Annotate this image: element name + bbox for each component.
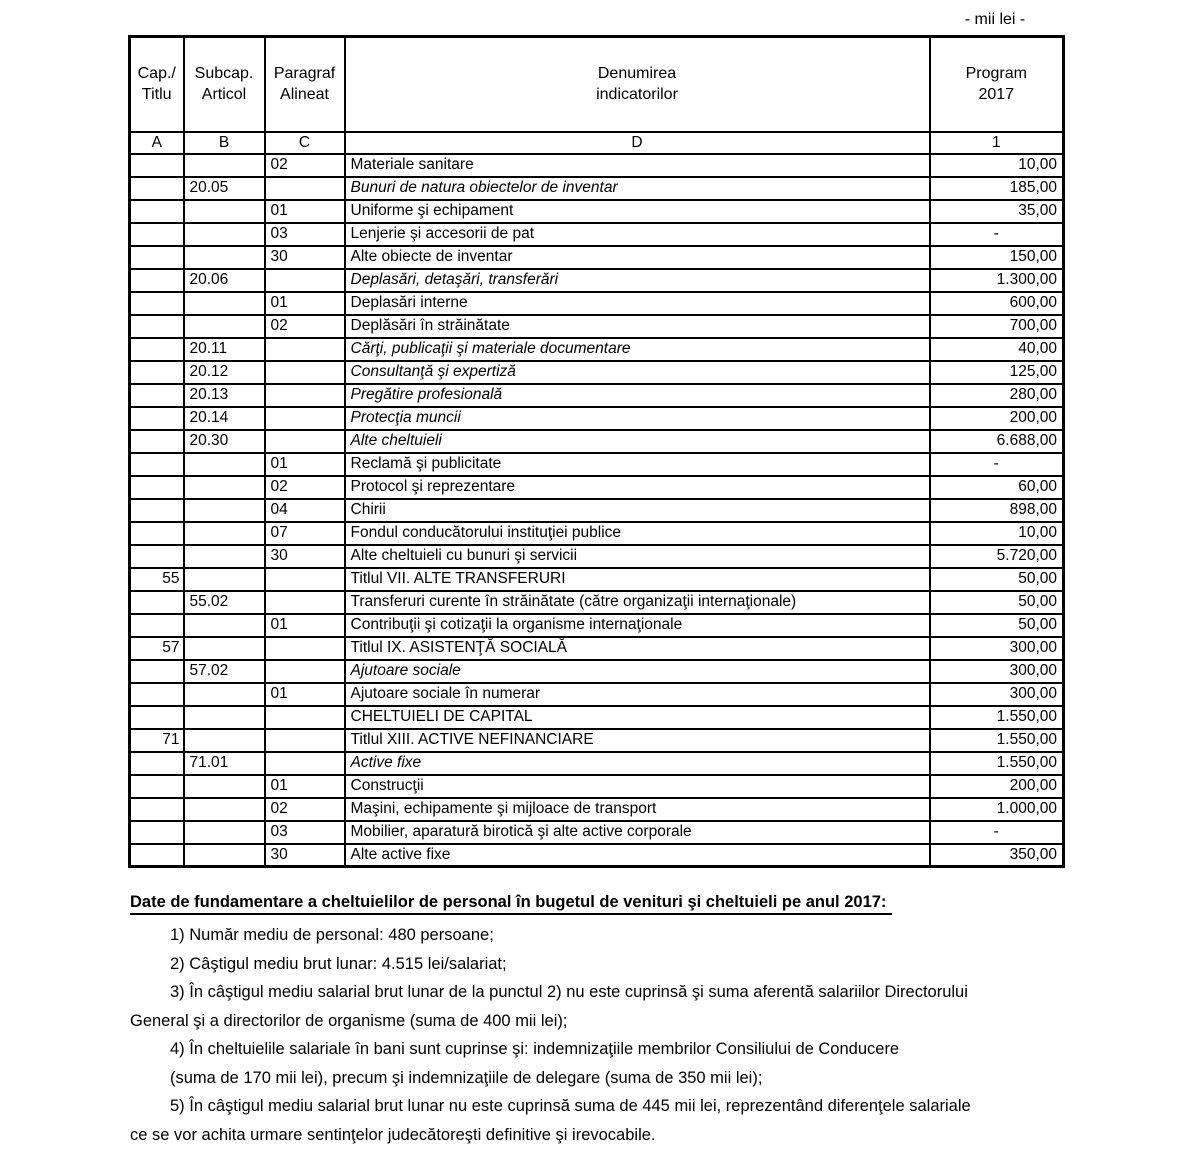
table-row [130, 338, 1064, 361]
table-cell: 02 [265, 315, 345, 338]
footnote-line: 3) În câştigul mediu salarial brut lunar de la punctul 2) nu este cuprinsă şi suma aferentă salariilor Directorului [170, 983, 968, 1001]
table-cell [130, 200, 184, 223]
table-cell: Ajutoare sociale [345, 660, 930, 683]
table-cell [184, 798, 265, 821]
footnote-line: (suma de 170 mii lei), precum şi indemnizaţiile de delegare (suma de 350 mii lei); [170, 1068, 763, 1087]
table-cell [184, 292, 265, 315]
table-cell: 01 [265, 775, 345, 798]
table-cell: 10,00 [930, 154, 1064, 177]
table-cell: Mobilier, aparatură birotică şi alte active corporale [345, 821, 930, 844]
table-cell [184, 200, 265, 223]
table-cell: 01 [265, 200, 345, 223]
table-cell [184, 315, 265, 338]
table-header [130, 37, 1064, 154]
table-cell [184, 545, 265, 568]
table-cell: Fondul conducătorului instituţiei publice [345, 522, 930, 545]
table-cell: 5.720,00 [930, 545, 1064, 568]
table-row [130, 821, 1064, 844]
table-row [130, 545, 1064, 568]
table-cell [130, 453, 184, 476]
footnote-line: 1) Număr mediu de personal: 480 persoane; [170, 926, 494, 944]
table-cell [184, 246, 265, 269]
table-cell: 20.12 [184, 361, 265, 384]
header-line: Program [965, 65, 1027, 83]
table-cell: Protocol şi reprezentare [345, 476, 930, 499]
table-cell [130, 614, 184, 637]
table-cell [184, 844, 265, 867]
table-cell: 125,00 [930, 361, 1064, 384]
table-cell [130, 292, 184, 315]
table-cell: Consultanţă şi expertiză [345, 361, 930, 384]
table-cell [265, 338, 345, 361]
table-cell: 1.550,00 [930, 706, 1064, 729]
header-line: indicatorilor [596, 86, 678, 104]
header-line: Denumirea [597, 65, 677, 83]
table-cell: 02 [265, 476, 345, 499]
header-subcap-articol [184, 37, 265, 132]
table-row [130, 292, 1064, 315]
table-cell: 20.30 [184, 430, 265, 453]
table-cell: 57.02 [184, 660, 265, 683]
table-cell [184, 568, 265, 591]
table-cell: 20.11 [184, 338, 265, 361]
table-cell: Ajutoare sociale în numerar [345, 683, 930, 706]
table-cell [265, 177, 345, 200]
table-cell: CHELTUIELI DE CAPITAL [345, 706, 930, 729]
footnote-line: 4) În cheltuielile salariale în bani sunt cuprinse şi: indemnizaţiile membrilor Consiliului de Conducere [170, 1040, 900, 1058]
table-cell [265, 591, 345, 614]
budget-table-body [130, 154, 1064, 867]
table-row [130, 752, 1064, 775]
table-row [130, 269, 1064, 292]
header-line: Paragraf [273, 65, 336, 83]
table-cell: 700,00 [930, 315, 1064, 338]
table-cell [130, 476, 184, 499]
table-cell: 20.14 [184, 407, 265, 430]
table-cell: Maşini, echipamente şi mijloace de transport [345, 798, 930, 821]
table-row [130, 522, 1064, 545]
table-cell: 50,00 [930, 591, 1064, 614]
table-cell: Alte cheltuieli [345, 430, 930, 453]
table-cell: 50,00 [930, 568, 1064, 591]
table-row [130, 476, 1064, 499]
table-cell: Reclamă şi publicitate [345, 453, 930, 476]
table-cell: 07 [265, 522, 345, 545]
table-cell [130, 246, 184, 269]
table-cell: 150,00 [930, 246, 1064, 269]
footnotes-lines [130, 921, 1176, 1149]
table-cell [184, 499, 265, 522]
table-cell [265, 660, 345, 683]
table-row [130, 315, 1064, 338]
table-cell: 01 [265, 292, 345, 315]
table-cell [265, 637, 345, 660]
table-cell: 200,00 [930, 407, 1064, 430]
letter-cell: 1 [930, 132, 1064, 154]
header-program-2017 [930, 37, 1064, 132]
table-cell: 350,00 [930, 844, 1064, 867]
table-row [130, 177, 1064, 200]
letter-cell: D [345, 132, 930, 154]
table-cell: 1.550,00 [930, 729, 1064, 752]
table-cell: 60,00 [930, 476, 1064, 499]
table-row [130, 844, 1064, 867]
footnote-line: General şi a directorilor de organisme (suma de 400 mii lei); [130, 1011, 568, 1030]
table-cell: 71.01 [184, 752, 265, 775]
table-cell [130, 384, 184, 407]
table-row [130, 683, 1064, 706]
header-line: 2017 [978, 86, 1015, 104]
table-cell [184, 821, 265, 844]
table-cell: Deplăsări în străinătate [345, 315, 930, 338]
table-cell [265, 706, 345, 729]
header-line: Cap./ [137, 65, 176, 83]
table-cell: Titlul IX. ASISTENŢĂ SOCIALĂ [345, 637, 930, 660]
table-cell [130, 154, 184, 177]
table-row [130, 775, 1064, 798]
table-row [130, 453, 1064, 476]
table-cell: Titlul XIII. ACTIVE NEFINANCIARE [345, 729, 930, 752]
table-cell: 6.688,00 [930, 430, 1064, 453]
table-row [130, 660, 1064, 683]
table-row [130, 706, 1064, 729]
table-cell [265, 269, 345, 292]
table-cell: 50,00 [930, 614, 1064, 637]
table-cell [130, 706, 184, 729]
table-row [130, 223, 1064, 246]
table-cell: 300,00 [930, 637, 1064, 660]
table-cell: 20.13 [184, 384, 265, 407]
table-cell: 30 [265, 844, 345, 867]
table-cell: Pregătire profesională [345, 384, 930, 407]
table-cell [265, 568, 345, 591]
table-cell: 200,00 [930, 775, 1064, 798]
table-cell: 01 [265, 614, 345, 637]
table-cell [130, 522, 184, 545]
table-cell: Contribuţii şi cotizaţii la organisme internaţionale [345, 614, 930, 637]
table-cell: 600,00 [930, 292, 1064, 315]
table-row [130, 407, 1064, 430]
table-cell [184, 637, 265, 660]
table-cell: Protecţia muncii [345, 407, 930, 430]
table-cell: Alte cheltuieli cu bunuri şi servicii [345, 545, 930, 568]
table-cell: 55.02 [184, 591, 265, 614]
table-cell: 35,00 [930, 200, 1064, 223]
table-row [130, 568, 1064, 591]
table-cell: Bunuri de natura obiectelor de inventar [345, 177, 930, 200]
table-cell: 1.300,00 [930, 269, 1064, 292]
table-cell: Uniforme şi echipament [345, 200, 930, 223]
table-row [130, 361, 1064, 384]
table-cell: 03 [265, 821, 345, 844]
table-cell: 02 [265, 798, 345, 821]
footnote-line: 2) Câştigul mediu brut lunar: 4.515 lei/salariat; [170, 954, 507, 973]
header-paragraf-alineat [265, 37, 345, 132]
table-cell [184, 614, 265, 637]
table-row [130, 200, 1064, 223]
table-cell [184, 453, 265, 476]
header-line: Subcap. [194, 65, 254, 83]
table-cell: Cărţi, publicaţii şi materiale documentare [345, 338, 930, 361]
table-cell: 20.06 [184, 269, 265, 292]
table-row [130, 614, 1064, 637]
table-row [130, 246, 1064, 269]
table-cell: Titlul VII. ALTE TRANSFERURI [345, 568, 930, 591]
table-cell: 30 [265, 545, 345, 568]
table-cell [265, 729, 345, 752]
footnote-line: ce se vor achita urmare sentinţelor judecătoreşti definitive şi irevocabile. [130, 1125, 656, 1144]
table-cell: 02 [265, 154, 345, 177]
table-cell [130, 223, 184, 246]
table-cell [130, 430, 184, 453]
table-cell [130, 844, 184, 867]
table-cell: - [930, 453, 1064, 476]
header-line: Articol [201, 86, 247, 104]
table-row [130, 591, 1064, 614]
table-cell: 57 [130, 637, 184, 660]
table-cell [130, 591, 184, 614]
table-cell: 03 [265, 223, 345, 246]
table-cell [130, 660, 184, 683]
table-cell: Deplasări, detaşări, transferări [345, 269, 930, 292]
table-cell [184, 683, 265, 706]
table-cell [265, 430, 345, 453]
table-cell: 10,00 [930, 522, 1064, 545]
table-cell [130, 798, 184, 821]
table-cell: 185,00 [930, 177, 1064, 200]
table-row [130, 154, 1064, 177]
table-cell: 55 [130, 568, 184, 591]
table-cell [130, 338, 184, 361]
table-cell: Alte active fixe [345, 844, 930, 867]
table-cell [265, 384, 345, 407]
table-cell [265, 752, 345, 775]
table-cell [130, 315, 184, 338]
table-row [130, 637, 1064, 660]
table-cell [265, 361, 345, 384]
table-cell: 01 [265, 453, 345, 476]
table-cell [130, 499, 184, 522]
letter-cell: A [130, 132, 184, 154]
table-cell [184, 476, 265, 499]
letter-cell: C [265, 132, 345, 154]
table-cell: Deplasări interne [345, 292, 930, 315]
table-row [130, 499, 1064, 522]
table-cell [130, 361, 184, 384]
table-cell [184, 706, 265, 729]
table-cell [265, 407, 345, 430]
table-cell [130, 821, 184, 844]
column-letter-row [130, 132, 1064, 154]
table-cell: 300,00 [930, 660, 1064, 683]
table-cell: - [930, 223, 1064, 246]
table-cell: 04 [265, 499, 345, 522]
header-line: Titlu [141, 86, 172, 104]
table-cell: Construcţii [345, 775, 930, 798]
table-cell: 01 [265, 683, 345, 706]
table-cell: Alte obiecte de inventar [345, 246, 930, 269]
table-cell [130, 775, 184, 798]
table-cell: Active fixe [345, 752, 930, 775]
table-cell: Transferuri curente în străinătate (către organizaţii internaţionale) [345, 591, 930, 614]
table-cell: Materiale sanitare [345, 154, 930, 177]
table-cell: 20.05 [184, 177, 265, 200]
table-cell [130, 269, 184, 292]
header-denumirea [345, 37, 930, 132]
footnotes-section [130, 893, 1176, 1149]
budget-table [128, 35, 1065, 868]
footnotes-heading: Date de fundamentare a cheltuielilor de personal în bugetul de venituri şi cheltuieli pe anul 2017: [130, 893, 892, 915]
table-cell [184, 522, 265, 545]
table-cell [184, 775, 265, 798]
table-cell [184, 223, 265, 246]
table-cell: 280,00 [930, 384, 1064, 407]
table-cell [130, 545, 184, 568]
table-cell: 1.000,00 [930, 798, 1064, 821]
header-cap-titlu [130, 37, 184, 132]
table-cell [130, 407, 184, 430]
letter-cell: B [184, 132, 265, 154]
table-row [130, 729, 1064, 752]
footnote-line: 5) În câştigul mediu salarial brut lunar nu este cuprinsă suma de 445 mii lei, reprezentând diferenţele salariale [170, 1097, 971, 1115]
table-cell: Chirii [345, 499, 930, 522]
table-cell: 40,00 [930, 338, 1064, 361]
table-cell: 898,00 [930, 499, 1064, 522]
table-cell [130, 683, 184, 706]
table-cell [184, 154, 265, 177]
table-cell [130, 177, 184, 200]
table-row [130, 798, 1064, 821]
table-cell: Lenjerie şi accesorii de pat [345, 223, 930, 246]
table-row [130, 384, 1064, 407]
unit-label: - mii lei - [964, 11, 1026, 28]
table-row [130, 430, 1064, 453]
table-cell: 30 [265, 246, 345, 269]
table-cell: - [930, 821, 1064, 844]
table-cell [184, 729, 265, 752]
table-cell: 1.550,00 [930, 752, 1064, 775]
table-cell: 300,00 [930, 683, 1064, 706]
table-cell: 71 [130, 729, 184, 752]
table-cell [130, 752, 184, 775]
header-line: Alineat [280, 86, 329, 104]
